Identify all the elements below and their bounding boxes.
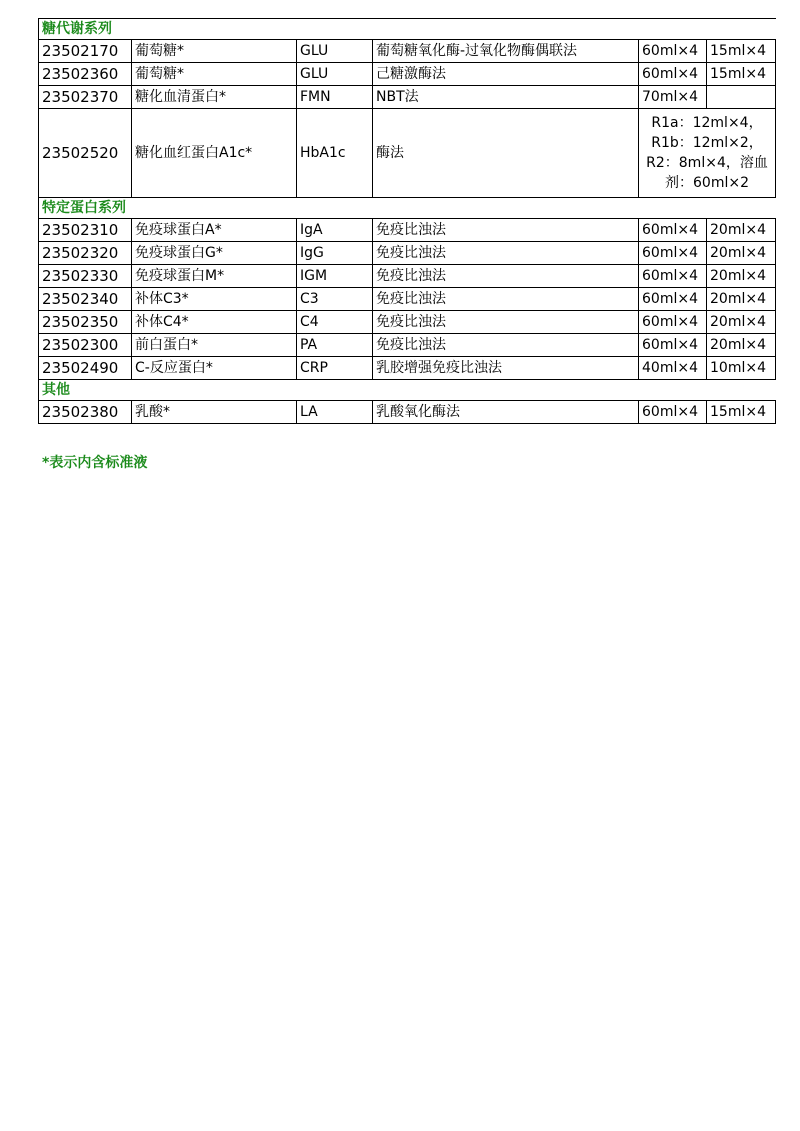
product-method: 乳酸氧化酶法 — [373, 401, 639, 424]
product-spec1: 60ml×4 — [639, 334, 707, 357]
reagent-table — [38, 18, 776, 424]
product-method: 己糖激酶法 — [373, 63, 639, 86]
product-method: 免疫比浊法 — [373, 311, 639, 334]
product-code: 23502370 — [39, 86, 132, 109]
product-method: NBT法 — [373, 86, 639, 109]
table-row — [39, 401, 776, 424]
product-method: 免疫比浊法 — [373, 219, 639, 242]
product-spec2: 15ml×4 — [707, 401, 776, 424]
product-name: 前白蛋白* — [132, 334, 297, 357]
table-row — [39, 219, 776, 242]
product-abbr: LA — [297, 401, 373, 424]
product-abbr: C3 — [297, 288, 373, 311]
product-spec2: 10ml×4 — [707, 357, 776, 380]
product-code: 23502170 — [39, 40, 132, 63]
section-header — [39, 380, 776, 401]
reagent-table-container — [38, 18, 775, 424]
product-name: 葡萄糖* — [132, 40, 297, 63]
product-method: 免疫比浊法 — [373, 334, 639, 357]
table-row — [39, 357, 776, 380]
product-code: 23502310 — [39, 219, 132, 242]
product-code: 23502320 — [39, 242, 132, 265]
product-abbr: HbA1c — [297, 109, 373, 198]
product-spec1: 60ml×4 — [639, 219, 707, 242]
product-code: 23502330 — [39, 265, 132, 288]
product-spec-combined: R1a：12ml×4，R1b：12ml×2，R2：8ml×4，溶血剂：60ml×2 — [639, 109, 776, 198]
product-code: 23502340 — [39, 288, 132, 311]
product-abbr: GLU — [297, 63, 373, 86]
product-abbr: GLU — [297, 40, 373, 63]
product-spec2: 20ml×4 — [707, 311, 776, 334]
product-method: 酶法 — [373, 109, 639, 198]
product-method: 免疫比浊法 — [373, 288, 639, 311]
product-spec1: 60ml×4 — [639, 288, 707, 311]
table-row — [39, 334, 776, 357]
product-abbr: CRP — [297, 357, 373, 380]
product-abbr: IgA — [297, 219, 373, 242]
product-spec2: 20ml×4 — [707, 219, 776, 242]
table-row — [39, 265, 776, 288]
product-code: 23502520 — [39, 109, 132, 198]
table-row — [39, 109, 776, 198]
footnote: *表示内含标准液 — [42, 455, 148, 471]
product-code: 23502360 — [39, 63, 132, 86]
product-spec2 — [707, 86, 776, 109]
section-title: 特定蛋白系列 — [39, 198, 776, 219]
table-row — [39, 288, 776, 311]
product-spec2: 20ml×4 — [707, 242, 776, 265]
product-spec2: 20ml×4 — [707, 288, 776, 311]
section-header — [39, 19, 776, 40]
product-spec1: 40ml×4 — [639, 357, 707, 380]
product-code: 23502380 — [39, 401, 132, 424]
product-spec1: 60ml×4 — [639, 63, 707, 86]
product-spec2: 20ml×4 — [707, 334, 776, 357]
product-spec2: 20ml×4 — [707, 265, 776, 288]
product-name: C-反应蛋白* — [132, 357, 297, 380]
product-method: 葡萄糖氧化酶-过氧化物酶偶联法 — [373, 40, 639, 63]
product-name: 补体C4* — [132, 311, 297, 334]
product-code: 23502350 — [39, 311, 132, 334]
product-name: 糖化血清蛋白* — [132, 86, 297, 109]
product-spec1: 60ml×4 — [639, 242, 707, 265]
table-row — [39, 86, 776, 109]
product-abbr: C4 — [297, 311, 373, 334]
product-abbr: PA — [297, 334, 373, 357]
product-method: 免疫比浊法 — [373, 242, 639, 265]
product-spec1: 60ml×4 — [639, 40, 707, 63]
product-name: 补体C3* — [132, 288, 297, 311]
product-abbr: IGM — [297, 265, 373, 288]
section-title: 糖代谢系列 — [39, 19, 776, 40]
product-code: 23502490 — [39, 357, 132, 380]
product-name: 葡萄糖* — [132, 63, 297, 86]
product-name: 免疫球蛋白A* — [132, 219, 297, 242]
product-method: 免疫比浊法 — [373, 265, 639, 288]
product-name: 糖化血红蛋白A1c* — [132, 109, 297, 198]
product-name: 免疫球蛋白G* — [132, 242, 297, 265]
product-spec1: 60ml×4 — [639, 265, 707, 288]
table-row — [39, 311, 776, 334]
product-spec1: 60ml×4 — [639, 311, 707, 334]
product-method: 乳胶增强免疫比浊法 — [373, 357, 639, 380]
product-abbr: IgG — [297, 242, 373, 265]
table-row — [39, 242, 776, 265]
product-name: 乳酸* — [132, 401, 297, 424]
product-spec1: 70ml×4 — [639, 86, 707, 109]
product-abbr: FMN — [297, 86, 373, 109]
table-row — [39, 40, 776, 63]
section-title: 其他 — [39, 380, 776, 401]
product-spec2: 15ml×4 — [707, 40, 776, 63]
product-spec2: 15ml×4 — [707, 63, 776, 86]
product-spec1: 60ml×4 — [639, 401, 707, 424]
section-header — [39, 198, 776, 219]
product-name: 免疫球蛋白M* — [132, 265, 297, 288]
product-code: 23502300 — [39, 334, 132, 357]
table-row — [39, 63, 776, 86]
